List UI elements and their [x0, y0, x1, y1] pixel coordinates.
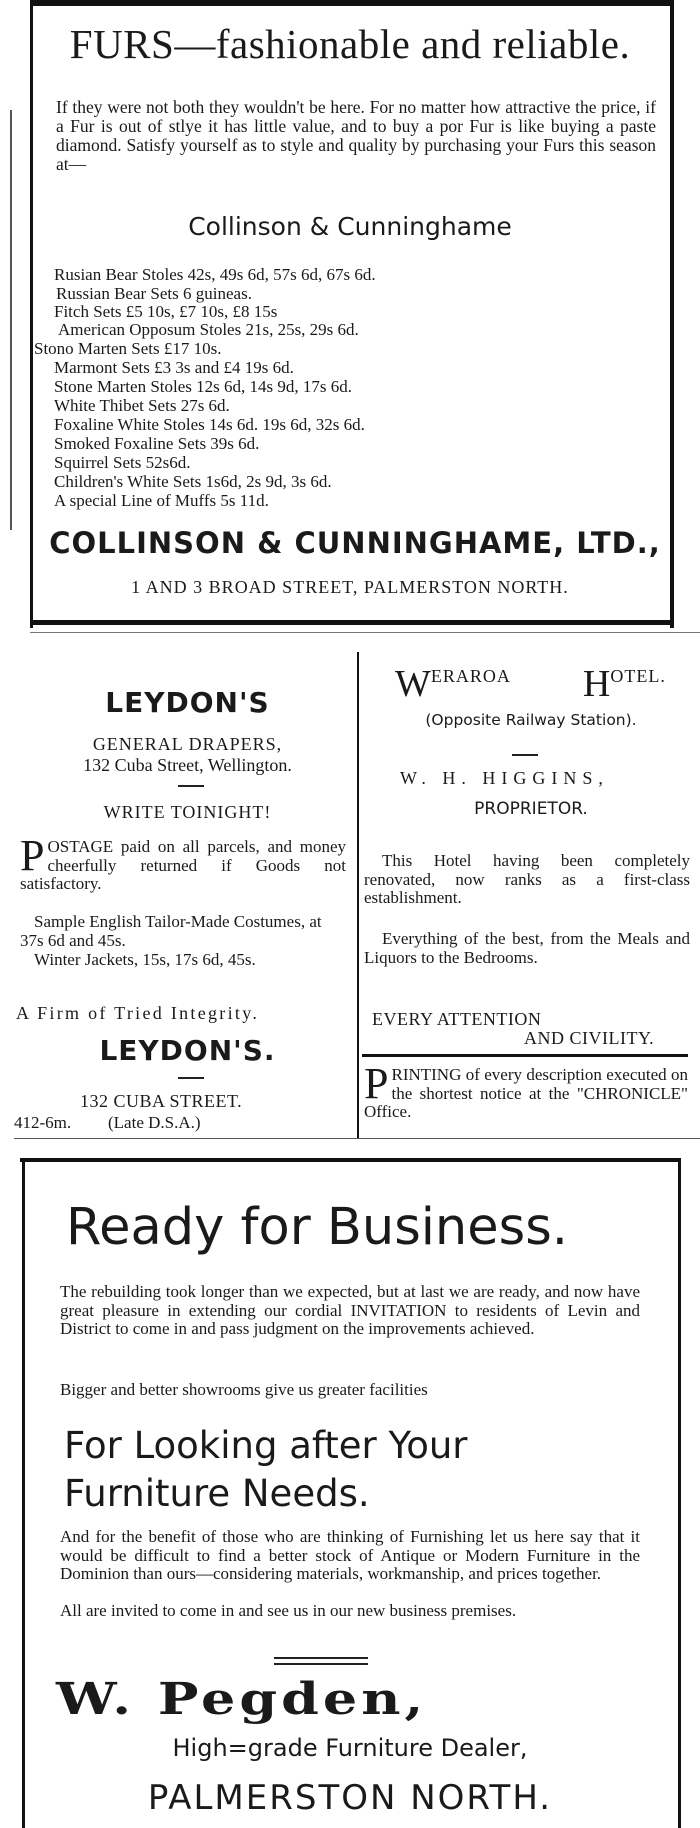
- company-name: COLLINSON & CUNNINGHAME, LTD.,: [49, 526, 661, 560]
- shop-heading: Collinson & Cunninghame: [188, 212, 512, 241]
- hotel-h-cap: H: [582, 663, 611, 705]
- price-line: Smoked Foxaline Sets 39s 6d.: [54, 434, 260, 453]
- postage-paragraph: [20, 831, 346, 894]
- leydons-trade: GENERAL DRAPERS,: [92, 734, 283, 754]
- furs-title: FURS—fashionable and reliable.: [69, 21, 631, 67]
- double-rule: [274, 1657, 368, 1659]
- leydons-ref: 412-6m.: [14, 1113, 72, 1132]
- hotel-attention-2: AND CIVILITY.: [524, 1028, 655, 1048]
- price-line: Fitch Sets £5 10s, £7 10s, £8 15s: [54, 302, 278, 321]
- pegden-top-rule: [20, 1158, 680, 1162]
- pegden-town: PALMERSTON NORTH.: [147, 1778, 553, 1818]
- price-line: Russian Bear Sets 6 guineas.: [56, 284, 252, 303]
- price-line: Children's White Sets 1s6d, 2s 9d, 3s 6d.: [54, 472, 332, 491]
- printing-dropcap: P: [364, 1059, 389, 1108]
- price-line: Foxaline White Stoles 14s 6d. 19s 6d, 32s 6d.: [54, 415, 365, 434]
- proprietor-title: PROPRIETOR.: [474, 799, 588, 819]
- leydons-slogan: A Firm of Tried Integrity.: [16, 1003, 260, 1023]
- column-divider: [357, 652, 359, 1138]
- offer-jackets: Winter Jackets, 15s, 17s 6d, 45s.: [34, 950, 256, 969]
- price-line: Rusian Bear Stoles 42s, 49s 6d, 57s 6d, 67s 6d.: [54, 265, 376, 284]
- pegden-right-border: [678, 1158, 681, 1828]
- price-line: Marmont Sets £3 3s and £4 19s 6d.: [54, 358, 294, 377]
- furs-bottom-rule: [30, 620, 674, 625]
- price-line: A special Line of Muffs 5s 11d.: [54, 491, 269, 510]
- hotel-w-cap: W: [395, 663, 431, 705]
- price-line: Squirrel Sets 52s6d.: [54, 453, 191, 472]
- pegden-headline: Ready for Business.: [66, 1198, 568, 1257]
- leydons-name: LEYDON'S: [105, 686, 270, 719]
- pegden-name: W. Pegden,: [56, 1672, 428, 1725]
- leydons-cta: WRITE TOINIGHT!: [103, 802, 272, 822]
- hotel-h-rest: OTEL.: [610, 666, 666, 686]
- pegden-trade: High=grade Furniture Dealer,: [172, 1734, 528, 1762]
- pegden-subhead-1: For Looking after Your: [64, 1424, 468, 1467]
- hotel-w-rest: ERAROA: [430, 666, 511, 686]
- hotel-desc-1: This Hotel having been completely renovated, now ranks as a first-class establishment.: [364, 851, 690, 907]
- pegden-body-1: And for the benefit of those who are thinking of Furnishing let us here say that it would be difficult to find a better stock of Antique or Modern Furniture in the Dominion than ours—considering materials, workmanship, and prices together.: [60, 1527, 640, 1583]
- page-margin-mark: [10, 110, 12, 530]
- furs-right-border: [670, 0, 674, 628]
- furs-top-rule: [30, 0, 670, 6]
- offer-costumes: Sample English Tailor-Made Costumes, at 37s 6d and 45s.: [20, 912, 322, 950]
- hotel-name: [395, 662, 666, 706]
- pegden-subhead-2: Furniture Needs.: [64, 1472, 370, 1515]
- leydons-name-2: LEYDON'S.: [99, 1034, 276, 1067]
- postage-dropcap: P: [20, 831, 45, 880]
- double-rule: [274, 1663, 368, 1665]
- price-line: White Thibet Sets 27s 6d.: [54, 396, 230, 415]
- price-line: American Opposum Stoles 21s, 25s, 29s 6d.: [58, 320, 359, 339]
- price-line: Stono Marten Sets £17 10s.: [34, 339, 222, 358]
- section-rule: [14, 1138, 700, 1139]
- pegden-intro: The rebuilding took longer than we expected, but at last we are ready, and now have great pleasure in extending our cordial INVITATION to residents of Levin and District to come in and pass judgment on the improvements achieved.: [60, 1282, 640, 1338]
- hotel-attention-1: EVERY ATTENTION: [372, 1009, 542, 1029]
- divider: [178, 1077, 204, 1079]
- printing-ad: [364, 1059, 688, 1122]
- pegden-body-2: All are invited to come in and see us in our new business premises.: [60, 1601, 517, 1620]
- leydons-street: 132 CUBA STREET.: [80, 1091, 243, 1111]
- leydons-late: (Late D.S.A.): [108, 1113, 201, 1132]
- hotel-location: (Opposite Railway Station).: [425, 711, 637, 729]
- hotel-bottom-rule: [362, 1054, 688, 1057]
- price-line: Stone Marten Stoles 12s 6d, 14s 9d, 17s 6d.: [54, 377, 352, 396]
- divider: [178, 785, 204, 787]
- pegden-left-border: [22, 1158, 25, 1828]
- furs-intro: If they were not both they wouldn't be here. For no matter how attractive the price, if a Fur is out of stlye it has little value, and to buy a por Fur is like buying a paste diamond. Satisfy yourself as to style and quality by purchasing your Furs this season at—: [56, 97, 656, 174]
- hotel-desc-2: Everything of the best, from the Meals and Liquors to the Bedrooms.: [364, 929, 690, 967]
- divider: [512, 754, 538, 756]
- furs-bottom-rule-thin: [30, 632, 700, 633]
- postage-text: OSTAGE paid on all parcels, and money cheerfully returned if Goods not satisfactory.: [20, 837, 346, 893]
- company-address: 1 AND 3 BROAD STREET, PALMERSTON NORTH.: [131, 577, 569, 597]
- pegden-showrooms: Bigger and better showrooms give us greater facilities: [60, 1380, 428, 1399]
- leydons-address: 132 Cuba Street, Wellington.: [83, 755, 292, 775]
- printing-text: RINTING of every description executed on the shortest notice at the "CHRONICLE" Office.: [364, 1065, 688, 1121]
- proprietor-name: W. H. HIGGINS,: [400, 768, 609, 788]
- furs-left-border: [30, 0, 33, 628]
